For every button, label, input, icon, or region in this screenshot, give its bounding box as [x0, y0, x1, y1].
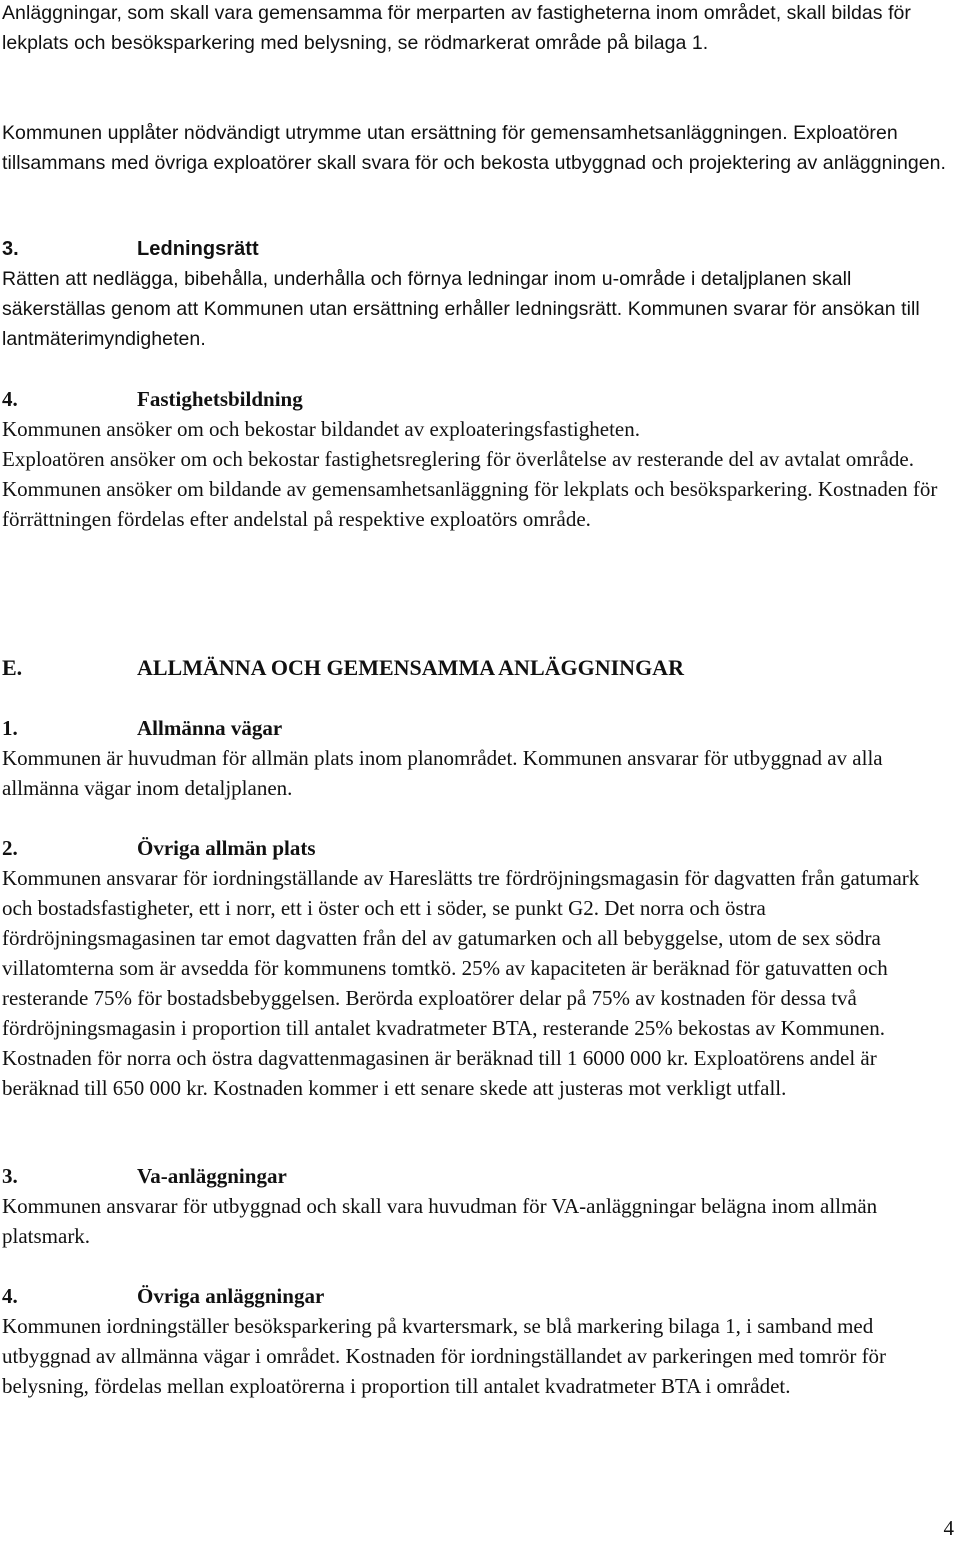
section-number: 4. — [2, 387, 18, 411]
section-heading-va-anlaggningar — [2, 1161, 287, 1191]
section-title: Va-anläggningar — [137, 1164, 287, 1188]
chapter-letter: E. — [2, 655, 23, 680]
section-title: Övriga allmän plats — [137, 836, 316, 860]
chapter-title: ALLMÄNNA OCH GEMENSAMMA ANLÄGGNINGAR — [137, 655, 684, 680]
section-number: 4. — [2, 1284, 18, 1308]
section-title: Ledningsrätt — [137, 238, 259, 260]
section-number: 1. — [2, 716, 18, 740]
section-heading-allmanna-vagar — [2, 713, 282, 743]
section-number: 2. — [2, 836, 18, 860]
section-number: 3. — [2, 1164, 18, 1188]
section-heading-ovriga-anlaggningar — [2, 1281, 324, 1311]
section-heading-ledningsratt — [2, 234, 259, 264]
ovriga-anlaggningar-paragraph: Kommunen iordningställer besöksparkering på kvartersmark, se blå markering bilaga 1, i samband med utbyggnad av allmänna vägar i området. Kostnaden för iordningställandet av parkeringen med tomrör för belysning, fördelas mellan exploatörerna i proportion till antalet kvadratmeter BTA i området. — [2, 1314, 887, 1398]
section-title: Övriga anläggningar — [137, 1284, 325, 1308]
intro-paragraph-1: Anläggningar, som skall vara gemensamma för merparten av fastigheterna inom området, skall bildas för lekplats och besöksparkering med belysning, se rödmarkerat område på bilaga 1. — [2, 2, 911, 54]
va-anlaggningar-paragraph: Kommunen ansvarar för utbyggnad och skall vara huvudman för VA-anläggningar belägna inom allmän platsmark. — [2, 1194, 878, 1248]
ovriga-allman-plats-paragraph: Kommunen ansvarar för iordningställande av Hareslätts tre fördröjningsmagasin för dagvatten från gatumark och bostadsfastigheter, ett i norr, ett i öster och ett i söder, se punkt G2. Det norra och östra fördröjningsmagasinen tar emot dagvatten från del av gatumarken och all bebyggelse, utom de sex södra villatomterna som är avsedda för kommunens tomtkö. 25% av kapaciteten är beräknad för gatuvatten och resterande 75% för bostadsbebyggelsen. Berörda exploatörer delar på 75% av kostnaden för dessa två fördröjningsmagasin i proportion till antalet kvadratmeter BTA, resterande 25% bekostas av Kommunen. Kostnaden för norra och östra dagvattenmagasinen är beräknad till 1 6000 000 kr. Exploatörens andel är beräknad till 650 000 kr. Kostnaden kommer i ett senare skede att justeras mot verkligt utfall. — [2, 866, 920, 1100]
section-number: 3. — [2, 238, 19, 260]
intro-paragraph-2: Kommunen upplåter nödvändigt utrymme utan ersättning för gemensamhetsanläggningen. Exploatören tillsammans med övriga exploatörer skall svara för och bekosta utbyggnad och projektering av anläggningen. — [2, 122, 946, 174]
chapter-heading-e — [2, 653, 684, 683]
allmanna-vagar-paragraph: Kommunen är huvudman för allmän plats inom planområdet. Kommunen ansvarar för utbyggnad av alla allmänna vägar inom detaljplanen. — [2, 746, 883, 800]
section-title: Fastighetsbildning — [137, 387, 303, 411]
page-number: 4 — [943, 1516, 954, 1540]
ledningsratt-paragraph: Rätten att nedlägga, bibehålla, underhålla och förnya ledningar inom u-område i detaljplanen skall säkerställas genom att Kommunen utan ersättning erhåller ledningsrätt. Kommunen svarar för ansökan till lantmäterimyndigheten. — [2, 268, 920, 350]
fastighetsbildning-paragraph: Kommunen ansöker om och bekostar bildandet av exploateringsfastigheten. Exploatören ansöker om och bekostar fastighetsreglering för överlåtelse av resterande del av avtalat område. Kommunen ansöker om bildande av gemensamhetsanläggning för lekplats och besöksparkering. Kostnaden för förrättningen fördelas efter andelstal på respektive exploatörs område. — [2, 417, 938, 531]
section-heading-ovriga-allman-plats — [2, 833, 316, 863]
section-heading-fastighetsbildning — [2, 384, 303, 414]
section-title: Allmänna vägar — [137, 716, 283, 740]
